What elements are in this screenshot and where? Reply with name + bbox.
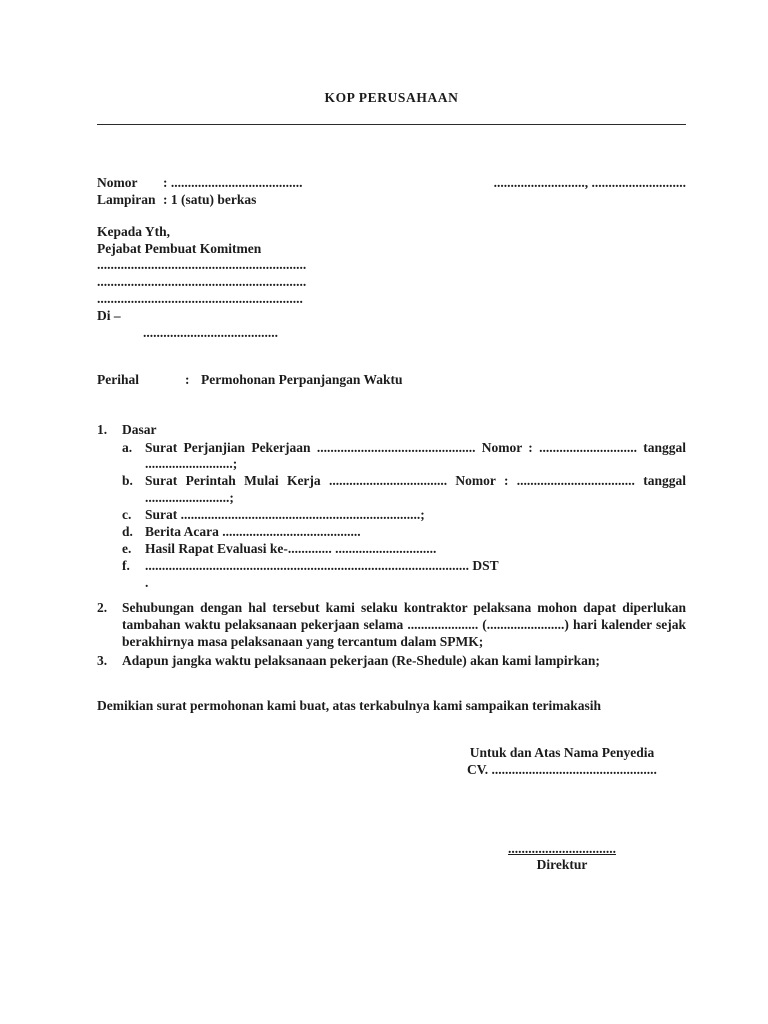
sub-item-a bbox=[122, 440, 686, 474]
recipient-dots-2: .............................................................. bbox=[97, 274, 307, 290]
signature-company: CV. ................................................. bbox=[467, 761, 657, 777]
sub-item-f-text: ................................................................................................ DST bbox=[145, 557, 499, 573]
nomor-label: Nomor bbox=[97, 174, 138, 190]
list-item-3 bbox=[97, 653, 686, 670]
list-item-1-number: 1. bbox=[97, 421, 108, 437]
lampiran-label: Lampiran bbox=[97, 191, 156, 207]
recipient-block bbox=[97, 224, 686, 342]
meta-block bbox=[97, 175, 686, 209]
sub-item-f-letter: f. bbox=[122, 557, 130, 573]
sub-item-d-letter: d. bbox=[122, 523, 133, 539]
nomor-value: : ....................................... bbox=[163, 174, 303, 190]
spacer bbox=[303, 175, 494, 192]
sub-item-a-letter: a. bbox=[122, 439, 133, 455]
signature-block bbox=[447, 745, 677, 875]
perihal-colon: : bbox=[185, 371, 190, 387]
list-item-3-text: Adapun jangka waktu pelaksanaan pekerjaan (Re-Shedule) akan kami lampirkan; bbox=[122, 653, 600, 668]
perihal-label: Perihal bbox=[97, 371, 139, 387]
sub-item-f-continuation: . bbox=[145, 574, 149, 590]
recipient-di: Di – bbox=[97, 308, 121, 323]
signature-title: Direktur bbox=[536, 857, 588, 873]
list-block bbox=[97, 422, 686, 670]
list-item-1-text: Dasar bbox=[122, 421, 157, 437]
recipient-di-dots: ........................................ bbox=[143, 324, 278, 340]
letterhead-rule bbox=[97, 124, 686, 125]
list-item-1 bbox=[97, 422, 686, 592]
sub-item-e-text: Hasil Rapat Evaluasi ke-............. .............................. bbox=[145, 540, 437, 556]
sub-item-c-text: Surat .......................................................................; bbox=[145, 507, 425, 522]
sub-item-e-letter: e. bbox=[122, 540, 132, 556]
recipient-dots-1: .............................................................. bbox=[97, 257, 307, 273]
list-item-1-body bbox=[122, 422, 686, 592]
sub-item-a-text: Surat Perjanjian Pekerjaan ............................................... Nomor : ............................. tanggal ..........................; bbox=[145, 439, 686, 472]
signature-dots-line: ................................ bbox=[508, 840, 616, 856]
list-item-2 bbox=[97, 600, 686, 651]
sub-item-c bbox=[122, 507, 686, 524]
sub-item-b-text: Surat Perintah Mulai Kerja ................................... Nomor : ................................... tanggal .........................; bbox=[145, 473, 686, 506]
lampiran-value: : 1 (satu) berkas bbox=[163, 191, 257, 207]
sub-item-e bbox=[122, 541, 686, 558]
nomor-row bbox=[97, 175, 686, 192]
recipient-dots-3: ............................................................. bbox=[97, 291, 303, 307]
sub-item-f bbox=[122, 558, 686, 575]
lampiran-row bbox=[97, 192, 686, 209]
letterhead-title: KOP PERUSAHAAN bbox=[324, 90, 459, 105]
list-item-3-number: 3. bbox=[97, 653, 108, 668]
closing-sentence: Demikian surat permohonan kami buat, atas terkabulnya kami sampaikan terimakasih bbox=[97, 697, 602, 713]
sub-item-d bbox=[122, 524, 686, 541]
sub-item-b bbox=[122, 473, 686, 507]
sub-item-c-letter: c. bbox=[122, 507, 132, 522]
place-date-line: ..........................., ............................ bbox=[493, 174, 686, 190]
list-item-2-number: 2. bbox=[97, 600, 108, 616]
list-item-2-text: Sehubungan dengan hal tersebut kami selaku kontraktor pelaksana mohon dapat diperlukan tambahan waktu pelaksanaan pekerjaan selama ..................... (.......................) hari kalender sejak berakhirnya masa pelaksanaan yang tercantum dalam SPMK; bbox=[122, 600, 686, 650]
signature-lower bbox=[447, 841, 677, 875]
perihal-row bbox=[97, 372, 686, 389]
recipient-salutation: Kepada Yth, bbox=[97, 223, 171, 239]
signature-on-behalf: Untuk dan Atas Nama Penyedia bbox=[469, 744, 655, 760]
sub-list bbox=[122, 440, 686, 592]
sub-item-d-text: Berita Acara ......................................... bbox=[145, 523, 361, 539]
perihal-value: Permohonan Perpanjangan Waktu bbox=[201, 371, 403, 387]
recipient-name: Pejabat Pembuat Komitmen bbox=[97, 240, 262, 256]
sub-item-b-letter: b. bbox=[122, 473, 133, 489]
